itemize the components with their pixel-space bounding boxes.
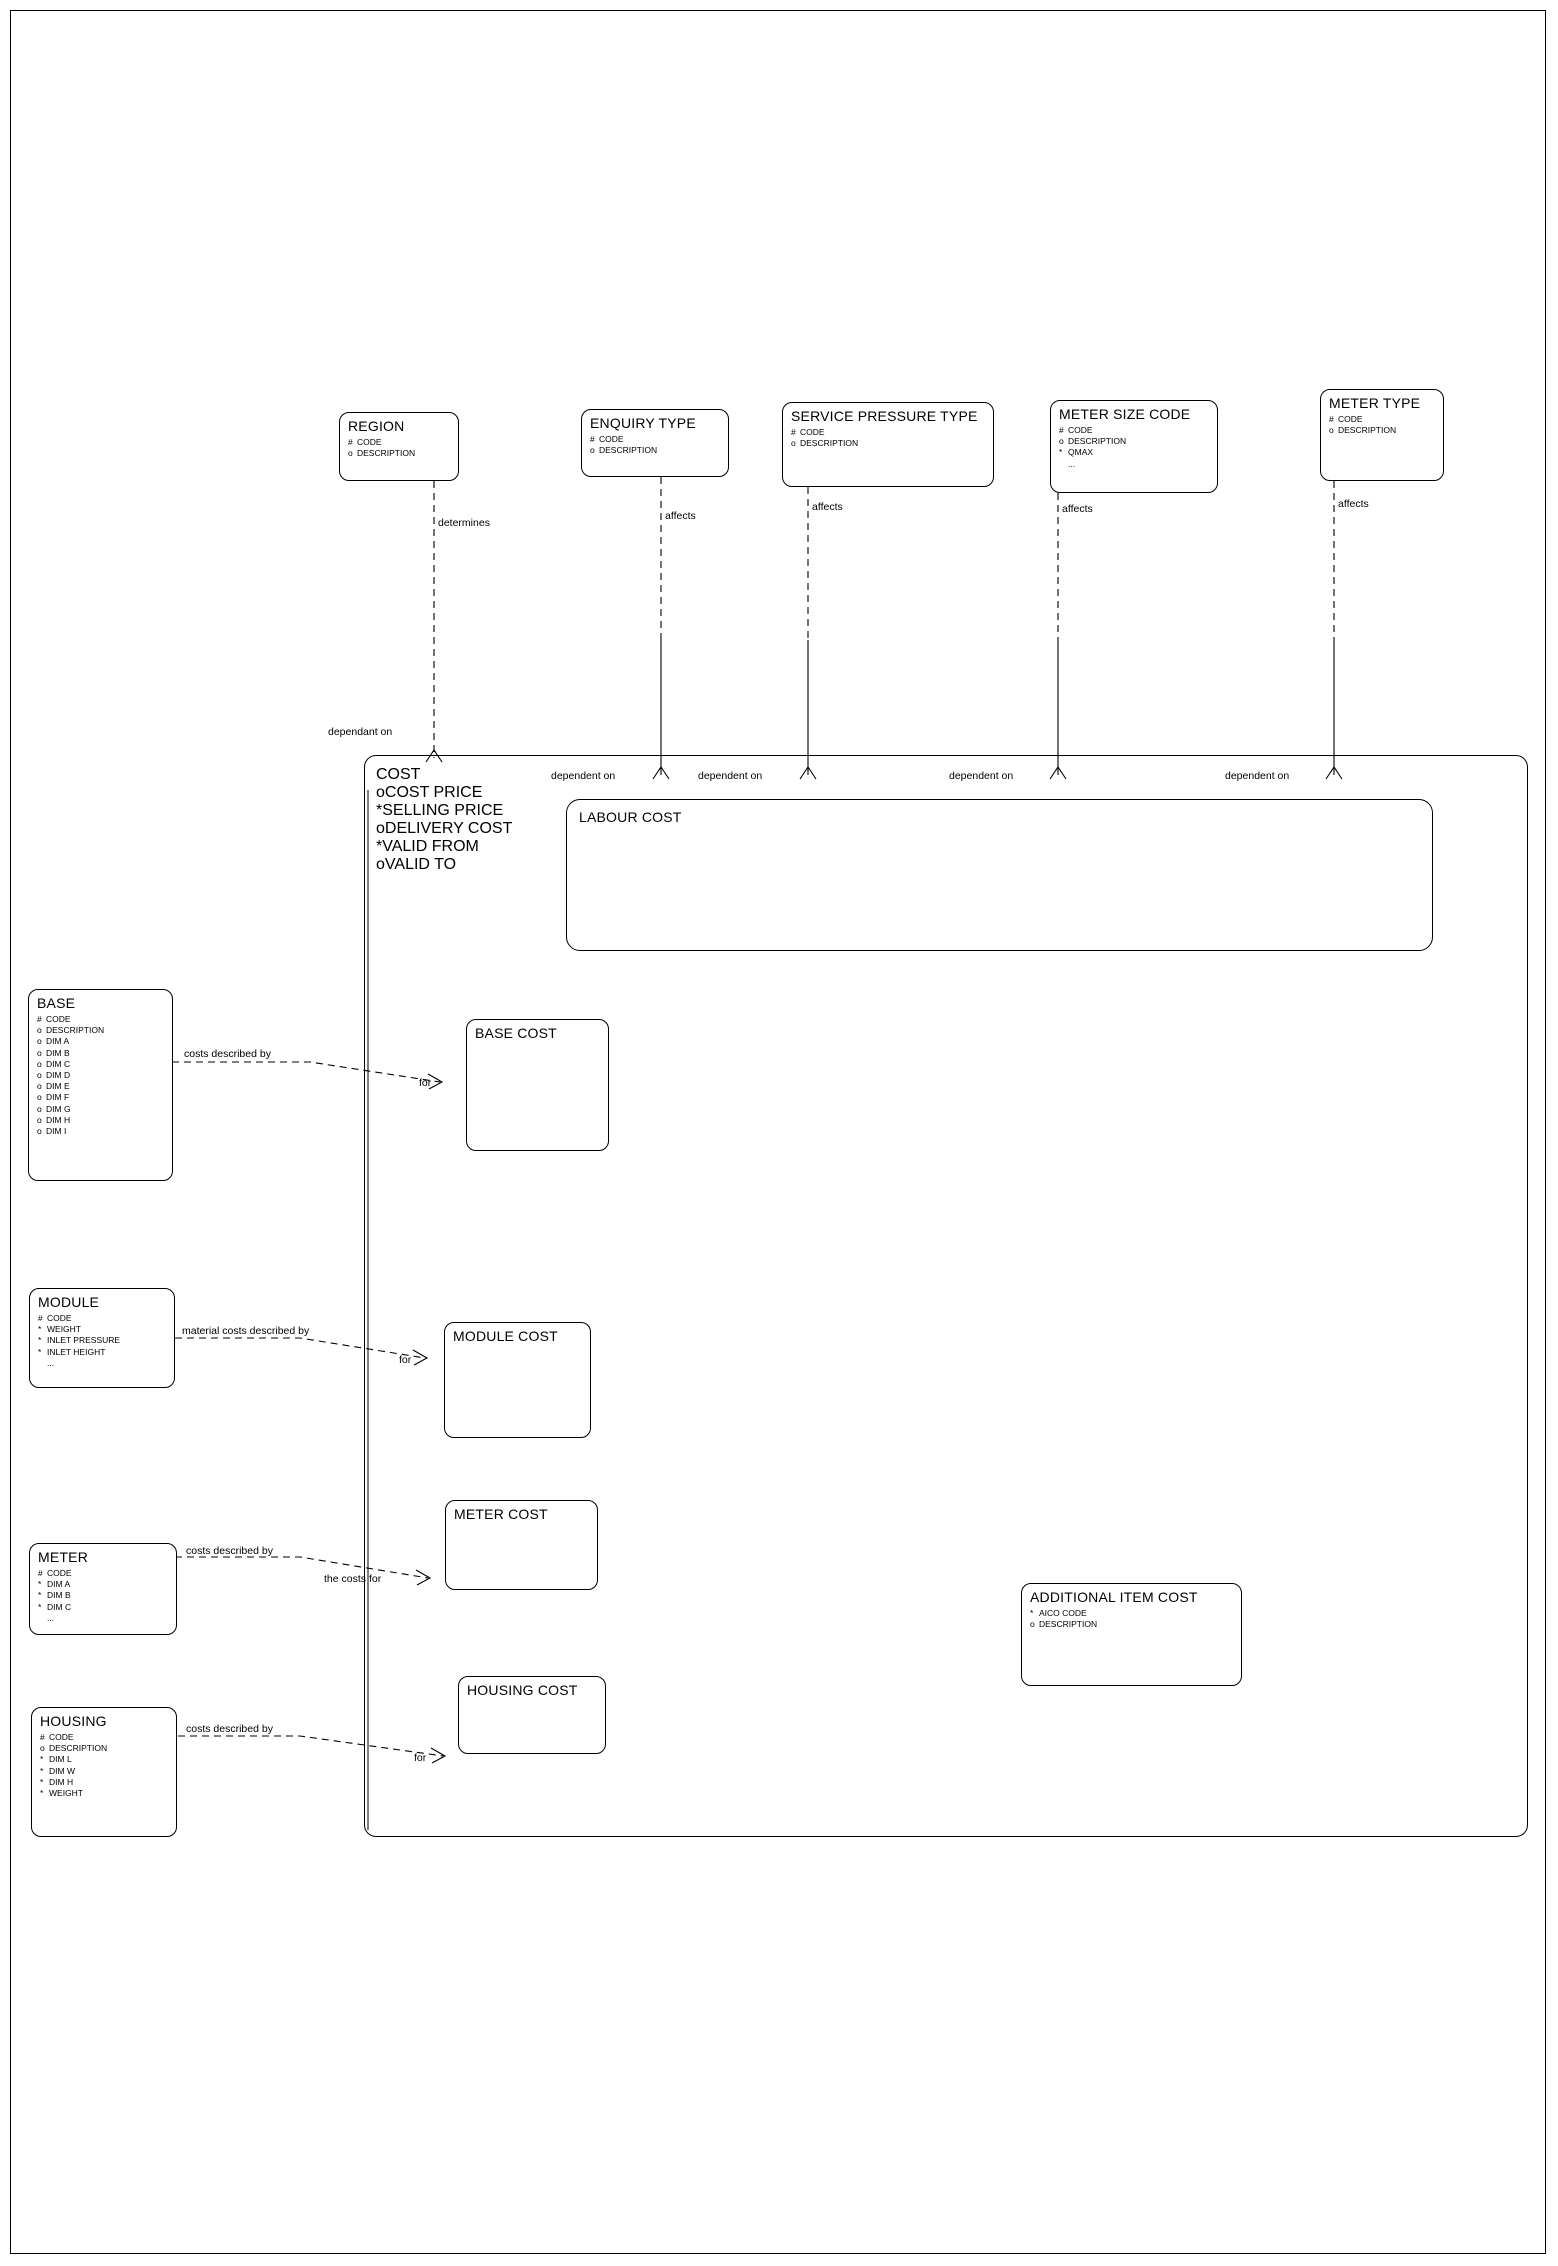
- attribute-label: ...: [47, 1612, 55, 1623]
- entity-attributes: [40, 1732, 168, 1799]
- entity-attributes: [1329, 414, 1435, 436]
- entity-attribute: [1030, 1608, 1233, 1619]
- entity-attribute: [40, 1766, 168, 1777]
- entity-housing[interactable]: [31, 1707, 177, 1837]
- attribute-label: DIM H: [46, 1114, 71, 1125]
- attribute-label: ...: [1068, 458, 1076, 469]
- entity-meter-size-code[interactable]: [1050, 400, 1218, 493]
- entity-attribute: [40, 1788, 168, 1799]
- attribute-mark: *: [376, 838, 383, 855]
- entity-name: SERVICE PRESSURE TYPE: [791, 408, 978, 424]
- rel-label-housing-costs-described-by: costs described by: [186, 1723, 273, 1735]
- attribute-label: DESCRIPTION: [599, 445, 658, 456]
- entity-attribute: [38, 1335, 166, 1346]
- entity-attribute: [1059, 436, 1209, 447]
- entity-attribute: [38, 1347, 166, 1358]
- attribute-label: COST PRICE: [384, 784, 483, 801]
- entity-name: BASE: [37, 995, 76, 1011]
- entity-attribute: [38, 1358, 166, 1369]
- entity-attribute: [37, 1025, 164, 1036]
- entity-attribute: [37, 1104, 164, 1115]
- entity-base[interactable]: [28, 989, 173, 1181]
- attribute-mark: o: [37, 1070, 42, 1081]
- entity-attribute: [37, 1070, 164, 1081]
- entity-attribute: [376, 838, 556, 856]
- entity-attribute: [1329, 414, 1435, 425]
- attribute-mark: *: [376, 802, 383, 819]
- entity-service-pressure-type[interactable]: [782, 402, 994, 487]
- entity-name: HOUSING: [40, 1713, 107, 1729]
- attribute-mark: o: [1030, 1619, 1035, 1630]
- entity-attribute: [38, 1613, 168, 1624]
- attribute-label: DESCRIPTION: [800, 438, 859, 449]
- rel-label-base-for: for: [419, 1077, 432, 1089]
- attribute-label: DIM E: [46, 1081, 70, 1092]
- entity-attributes: [348, 437, 450, 459]
- attribute-label: DIM B: [47, 1590, 71, 1601]
- attribute-label: DESCRIPTION: [49, 1743, 108, 1754]
- entity-attribute: [376, 802, 556, 820]
- entity-name: BASE COST: [475, 1025, 557, 1041]
- entity-attributes: [791, 427, 985, 449]
- attribute-label: INLET PRESSURE: [47, 1335, 121, 1346]
- attribute-mark: *: [40, 1765, 44, 1776]
- attribute-mark: *: [38, 1601, 42, 1612]
- attribute-label: SELLING PRICE: [382, 802, 504, 819]
- entity-region[interactable]: [339, 412, 459, 481]
- attribute-mark: o: [37, 1058, 42, 1069]
- attribute-mark: *: [38, 1324, 42, 1335]
- attribute-mark: o: [37, 1081, 42, 1092]
- entity-attribute: [40, 1732, 168, 1743]
- entity-name: METER: [38, 1549, 88, 1565]
- attribute-mark: *: [1059, 447, 1063, 458]
- entity-name: METER TYPE: [1329, 395, 1421, 411]
- entity-attribute: [37, 1115, 164, 1126]
- attribute-mark: #: [791, 427, 796, 437]
- attribute-mark: #: [590, 434, 595, 444]
- entity-attribute: [37, 1081, 164, 1092]
- attribute-mark: o: [37, 1025, 42, 1036]
- attribute-mark: *: [38, 1579, 42, 1590]
- rel-label-dependant-on-region: dependant on: [328, 726, 393, 738]
- attribute-label: VALID FROM: [382, 838, 479, 855]
- entity-name: ADDITIONAL ITEM COST: [1030, 1589, 1198, 1605]
- rel-label-determines: determines: [438, 517, 490, 529]
- attribute-mark: #: [40, 1732, 45, 1742]
- entity-attribute: [376, 820, 556, 838]
- attribute-label: DIM A: [46, 1036, 70, 1047]
- attribute-label: DIM I: [46, 1126, 67, 1137]
- attribute-label: DELIVERY COST: [384, 820, 513, 837]
- entity-name: METER COST: [454, 1506, 548, 1522]
- attribute-mark: o: [1059, 436, 1064, 447]
- entity-enquiry-type[interactable]: [581, 409, 729, 477]
- entity-attributes: [376, 784, 556, 874]
- entity-name: MODULE: [38, 1294, 100, 1310]
- entity-attribute: [1059, 425, 1209, 436]
- attribute-mark: o: [37, 1036, 42, 1047]
- attribute-mark: o: [37, 1092, 42, 1103]
- attribute-label: DESCRIPTION: [1068, 436, 1127, 447]
- rel-label-affects-enquiry: affects: [665, 510, 696, 522]
- entity-attribute: [1059, 447, 1209, 458]
- attribute-mark: o: [1329, 425, 1334, 436]
- entity-attribute: [37, 1014, 164, 1025]
- attribute-mark: o: [590, 445, 595, 456]
- entity-attribute: [590, 434, 720, 445]
- entity-meter-cost[interactable]: [445, 1500, 598, 1590]
- attribute-label: CODE: [357, 437, 382, 447]
- attribute-label: CODE: [1068, 425, 1093, 435]
- entity-attributes: [37, 1014, 164, 1137]
- attribute-label: VALID TO: [384, 856, 457, 873]
- attribute-label: QMAX: [1068, 447, 1094, 458]
- attribute-label: DIM C: [47, 1601, 72, 1612]
- attribute-label: DESCRIPTION: [1338, 425, 1397, 436]
- entity-attributes: [38, 1313, 166, 1369]
- entity-attributes: [1059, 425, 1209, 470]
- entity-name: LABOUR COST: [579, 809, 682, 825]
- entity-name: ENQUIRY TYPE: [590, 415, 696, 431]
- rel-label-dependent-on-meter-type: dependent on: [1225, 770, 1290, 782]
- entity-name: COST: [376, 766, 421, 783]
- rel-label-dependent-on-enquiry: dependent on: [551, 770, 616, 782]
- attribute-mark: o: [348, 448, 353, 459]
- entity-housing-cost[interactable]: [458, 1676, 606, 1754]
- entity-attributes: [38, 1568, 168, 1624]
- entity-name: MODULE COST: [453, 1328, 558, 1344]
- attribute-mark: o: [376, 856, 385, 873]
- entity-attribute: [348, 448, 450, 459]
- entity-attribute: [348, 437, 450, 448]
- entity-attribute: [37, 1092, 164, 1103]
- rel-label-module-material-costs-described-by: material costs described by: [182, 1325, 310, 1337]
- entity-attribute: [38, 1579, 168, 1590]
- attribute-mark: #: [1329, 414, 1334, 424]
- attribute-mark: o: [37, 1047, 42, 1058]
- entity-attribute: [1329, 425, 1435, 436]
- entity-name: HOUSING COST: [467, 1682, 578, 1698]
- rel-label-housing-for: for: [414, 1752, 427, 1764]
- entity-attribute: [40, 1777, 168, 1788]
- entity-name: METER SIZE CODE: [1059, 406, 1191, 422]
- attribute-mark: *: [40, 1776, 44, 1787]
- attribute-label: DIM W: [49, 1765, 75, 1776]
- entity-attribute: [38, 1324, 166, 1335]
- attribute-label: DIM F: [46, 1092, 70, 1103]
- entity-attributes: [590, 434, 720, 456]
- entity-attribute: [590, 445, 720, 456]
- entity-attribute: [40, 1754, 168, 1765]
- attribute-mark: *: [38, 1335, 42, 1346]
- entity-attribute: [1059, 459, 1209, 470]
- entity-additional-item-cost[interactable]: [1021, 1583, 1242, 1686]
- attribute-label: DIM B: [46, 1047, 70, 1058]
- attribute-mark: *: [1030, 1608, 1034, 1618]
- attribute-label: CODE: [49, 1732, 74, 1742]
- attribute-label: AICO CODE: [1039, 1608, 1087, 1618]
- attribute-label: DESCRIPTION: [1039, 1619, 1098, 1630]
- rel-label-affects-meter-type: affects: [1338, 498, 1369, 510]
- entity-attribute: [1030, 1619, 1233, 1630]
- attribute-label: DIM G: [46, 1103, 71, 1114]
- attribute-label: CODE: [46, 1014, 71, 1024]
- attribute-mark: *: [38, 1346, 42, 1357]
- attribute-label: DESCRIPTION: [46, 1025, 105, 1036]
- entity-attribute: [38, 1568, 168, 1579]
- rel-label-meter-costs-described-by: costs described by: [186, 1545, 273, 1557]
- entity-module-cost[interactable]: [444, 1322, 591, 1438]
- attribute-label: WEIGHT: [47, 1324, 81, 1335]
- attribute-label: CODE: [47, 1313, 72, 1323]
- entity-attribute: [37, 1036, 164, 1047]
- entity-attribute: [376, 856, 556, 874]
- entity-attribute: [40, 1743, 168, 1754]
- attribute-mark: o: [791, 438, 796, 449]
- attribute-label: DESCRIPTION: [357, 448, 416, 459]
- attribute-label: DIM A: [47, 1579, 71, 1590]
- attribute-label: CODE: [47, 1568, 72, 1578]
- entity-meter-type[interactable]: [1320, 389, 1444, 481]
- attribute-mark: #: [38, 1313, 43, 1323]
- rel-label-dependent-on-service-pressure: dependent on: [698, 770, 763, 782]
- rel-label-meter-the-costs-for: the costs for: [324, 1573, 382, 1585]
- entity-module[interactable]: [29, 1288, 175, 1388]
- entity-attribute: [38, 1313, 166, 1324]
- attribute-label: CODE: [1338, 414, 1363, 424]
- entity-attribute: [38, 1602, 168, 1613]
- entity-attributes: [1030, 1608, 1233, 1630]
- rel-label-module-for: for: [399, 1354, 412, 1366]
- attribute-mark: *: [40, 1754, 44, 1765]
- entity-attribute: [376, 784, 556, 802]
- entity-attribute: [37, 1059, 164, 1070]
- attribute-label: INLET HEIGHT: [47, 1346, 106, 1357]
- attribute-mark: #: [37, 1014, 42, 1024]
- attribute-label: ...: [47, 1357, 55, 1368]
- attribute-label: DIM H: [49, 1776, 74, 1787]
- attribute-label: DIM L: [49, 1754, 72, 1765]
- attribute-mark: #: [38, 1568, 43, 1578]
- attribute-label: WEIGHT: [49, 1788, 83, 1799]
- attribute-mark: #: [1059, 425, 1064, 435]
- attribute-mark: o: [376, 820, 385, 837]
- entity-meter[interactable]: [29, 1543, 177, 1635]
- entity-attribute: [37, 1048, 164, 1059]
- attribute-label: DIM C: [46, 1058, 71, 1069]
- attribute-label: CODE: [800, 427, 825, 437]
- rel-label-base-costs-described-by: costs described by: [184, 1048, 271, 1060]
- attribute-mark: o: [37, 1103, 42, 1114]
- rel-label-affects-service-pressure: affects: [812, 501, 843, 513]
- attribute-label: CODE: [599, 434, 624, 444]
- attribute-mark: o: [376, 784, 385, 801]
- rel-label-dependent-on-meter-size: dependent on: [949, 770, 1014, 782]
- attribute-mark: *: [38, 1590, 42, 1601]
- entity-name: REGION: [348, 418, 405, 434]
- entity-base-cost[interactable]: [466, 1019, 609, 1151]
- attribute-mark: o: [40, 1743, 45, 1754]
- attribute-mark: #: [348, 437, 353, 447]
- attribute-mark: o: [37, 1114, 42, 1125]
- entity-attribute: [791, 427, 985, 438]
- entity-labour-cost[interactable]: [566, 799, 1433, 951]
- entity-attribute: [791, 438, 985, 449]
- entity-cost-heading: [376, 766, 556, 874]
- attribute-label: DIM D: [46, 1070, 71, 1081]
- entity-attribute: [38, 1590, 168, 1601]
- rel-label-affects-meter-size: affects: [1062, 503, 1093, 515]
- attribute-mark: *: [40, 1788, 44, 1799]
- entity-attribute: [37, 1126, 164, 1137]
- attribute-mark: o: [37, 1126, 42, 1137]
